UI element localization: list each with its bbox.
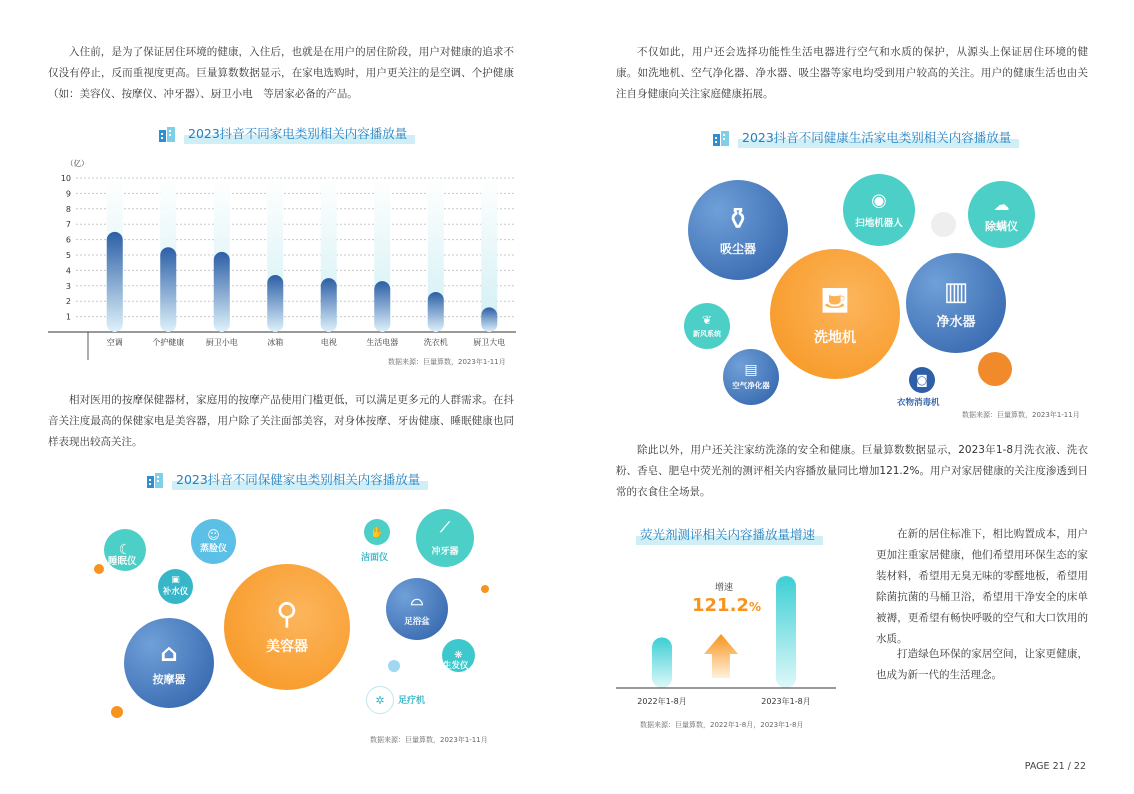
growth-bar xyxy=(776,576,796,688)
health-bubbles-title xyxy=(146,470,428,490)
x-tick-label: 洗衣机 xyxy=(423,338,448,347)
drop-icon: ▣ xyxy=(171,575,180,585)
bubble-sterilizer xyxy=(909,367,935,393)
toothbrush-icon: ⟋ xyxy=(440,519,450,536)
life-bubbles-title-text: 2023抖音不同健康生活家电类别相关内容播放量 xyxy=(738,128,1019,148)
left-intro-paragraph: 入住前，是为了保证居住环境的健康，入住后，也就是在用户的居住阶段，用户对健康的追求不仅没有停止，反而重视度更高。巨量算数数据显示，在家电选购时，用户更关注的是空调、个护健康（如：美容仪、按摩仪、冲牙器）、厨卫小电 等居家必备的产品。 xyxy=(48,46,514,100)
growth-chart-title xyxy=(636,525,823,545)
bubble-water-purifier: ▥ 净水器 xyxy=(906,253,1006,353)
bubble-foot-device xyxy=(366,686,394,714)
footbath-icon: ⌓ xyxy=(410,590,424,609)
bubble-steam-device: ☺ 蒸脸仪 xyxy=(191,519,236,564)
moon-icon: ☾ xyxy=(118,542,132,558)
right-standard-paragraph: 在新的居住标准下，相比购置成本，用户更加注重家居健康，他们希望用环保生态的家装材料，希望用无臭无味的零醛地板，希望用除菌抗菌的马桶卫浴，希望用干净安全的床单被褥，更希望有畅快呼吸的空气和大口饮用的水质。 xyxy=(876,528,1088,645)
x-tick-label: 电视 xyxy=(320,338,337,347)
bubble-cleanser-device xyxy=(364,519,390,545)
y-tick-label: 7 xyxy=(65,220,71,230)
bubble-robot: ◉ 扫地机器人 xyxy=(843,174,915,246)
bar xyxy=(267,275,283,332)
decor-dot xyxy=(388,660,400,672)
bubble-vacuum: ⚱ 吸尘器 xyxy=(688,180,788,280)
bar xyxy=(107,232,123,332)
decor-dot xyxy=(481,585,489,593)
growth-chart-source: 数据来源：巨量算数，2022年1-8月，2023年1-8月 xyxy=(640,721,804,729)
iron-icon: ☁ xyxy=(993,194,1010,214)
bubble-hydra-device: ▣ 补水仪 xyxy=(158,569,193,604)
decor-dot xyxy=(931,212,956,237)
x-tick-label: 冰箱 xyxy=(267,338,284,347)
beauty-roller-icon: ⚲ xyxy=(276,597,298,632)
bar xyxy=(374,281,390,332)
y-tick-label: 8 xyxy=(65,204,71,214)
label-foot-device: 足疗机 xyxy=(398,696,426,706)
growth-bar xyxy=(652,637,672,688)
washing-machine-icon: ◙ xyxy=(916,373,928,387)
air-purifier-icon: ▤ xyxy=(744,362,758,378)
label-hair-device: 生发仪 xyxy=(443,661,469,671)
bubble-mite-remover: ☁ 除螨仪 xyxy=(968,181,1035,248)
building-icon xyxy=(712,130,730,146)
vacuum-icon: ⚱ xyxy=(725,201,751,237)
floor-washer-icon: ⛾ xyxy=(820,280,850,321)
building-icon xyxy=(146,472,164,488)
y-tick-label: 9 xyxy=(65,189,71,199)
bar xyxy=(428,292,444,332)
bar xyxy=(481,307,497,332)
foot-icon: ✲ xyxy=(375,693,385,707)
growth-label: 增速 xyxy=(715,583,734,593)
hand-icon: ✋ xyxy=(370,525,384,539)
page-number: PAGE 21 / 22 xyxy=(1024,761,1086,772)
bubble-air-purifier: ▤ 空气净化器 xyxy=(723,349,779,405)
growth-arrow-icon xyxy=(704,634,738,678)
growth-chart xyxy=(616,550,841,712)
right-intro-paragraph: 不仅如此，用户还会选择功能性生活电器进行空气和水质的保护，从源头上保证居住环境的健康。如洗地机、空气净化器、净水器、吸尘器等家电均受到用户较高的关注。用户的健康生活也由关注自身健康向关注家庭健康拓展。 xyxy=(616,46,1088,100)
water-purifier-icon: ▥ xyxy=(943,276,969,307)
decor-dot xyxy=(94,564,104,574)
bar-chart-title xyxy=(158,124,415,144)
life-bubbles-title xyxy=(712,128,1019,148)
leaf-icon: ❦ xyxy=(701,312,713,327)
bar-chart-title-text: 2023抖音不同家电类别相关内容播放量 xyxy=(184,124,415,144)
bubble-floor-washer: ⛾ 洗地机 xyxy=(770,249,900,379)
growth-value: 121.2% xyxy=(692,595,761,616)
bar-chart xyxy=(48,150,523,360)
x-tick-label: 厨卫大电 xyxy=(473,338,506,347)
decor-dot xyxy=(111,706,123,718)
hair-icon: ❋ xyxy=(454,649,463,661)
right-closing-paragraph: 打造绿色环保的家居空间，让家更健康，也成为新一代的生活理念。 xyxy=(876,648,1088,681)
growth-chart-title-text: 荧光剂测评相关内容播放量增速 xyxy=(636,525,823,545)
bar xyxy=(160,247,176,332)
bubble-massage-device: ⌂ 按摩器 xyxy=(124,618,214,708)
y-tick-label: 5 xyxy=(65,251,71,260)
robot-icon: ◉ xyxy=(871,190,887,211)
y-tick-label: 1 xyxy=(65,312,71,322)
bubble-beauty-device: ⚲ 美容器 xyxy=(224,564,350,690)
massage-chair-icon: ⌂ xyxy=(160,639,178,667)
y-tick-label: 3 xyxy=(65,281,71,291)
label-cleanser-device: 洁面仪 xyxy=(361,553,389,563)
y-tick-label: 4 xyxy=(65,266,71,276)
decor-dot xyxy=(978,352,1012,386)
label-sterilizer: 衣物消毒机 xyxy=(897,398,940,408)
y-tick-label: 10 xyxy=(60,174,71,183)
growth-x-label: 2023年1-8月 xyxy=(761,697,811,706)
y-tick-label: 2 xyxy=(65,297,71,307)
label-sleep-device: 睡眠仪 xyxy=(108,556,137,567)
bubble-footbath-device: ⌓ 足浴盆 xyxy=(386,578,448,640)
bubble-toothbrush-device: ⟋ 冲牙器 xyxy=(416,509,474,567)
y-axis-unit: （亿） xyxy=(66,159,89,168)
bar-chart-source: 数据来源：巨量算数，2023年1-11月 xyxy=(388,358,506,366)
x-tick-label: 生活电器 xyxy=(366,338,399,347)
steam-face-icon: ☺ xyxy=(207,528,220,542)
x-tick-label: 厨卫小电 xyxy=(205,338,238,347)
x-tick-label: 个护健康 xyxy=(152,338,185,347)
bubble-fresh-air: ❦ 新风系统 xyxy=(684,303,730,349)
bar xyxy=(214,252,230,332)
y-tick-label: 6 xyxy=(65,235,71,245)
life-bubbles-source: 数据来源：巨量算数，2023年1-11月 xyxy=(962,411,1080,419)
right-detergent-paragraph: 除此以外，用户还关注家纺洗涤的安全和健康。巨量算数数据显示，2023年1-8月洗衣液、洗衣粉、香皂、肥皂中荧光剂的测评相关内容播放量同比增加121.2%。用户对家居健康的关注度渗透到日常的衣食住全场景。 xyxy=(616,444,1088,498)
bar xyxy=(321,278,337,332)
growth-x-label: 2022年1-8月 xyxy=(637,697,687,706)
building-icon xyxy=(158,126,176,142)
x-tick-label: 空调 xyxy=(106,338,123,347)
left-massage-paragraph: 相对医用的按摩保健器材，家庭用的按摩产品使用门槛更低，可以满足更多元的人群需求。在抖音关注度最高的保健家电是美容器，用户除了关注面部美容，对身体按摩、牙齿健康、睡眠健康也同样表现出较高关注。 xyxy=(48,394,514,448)
health-bubbles-source: 数据来源：巨量算数，2023年1-11月 xyxy=(370,736,488,744)
health-bubbles-title-text: 2023抖音不同保健家电类别相关内容播放量 xyxy=(172,470,428,490)
